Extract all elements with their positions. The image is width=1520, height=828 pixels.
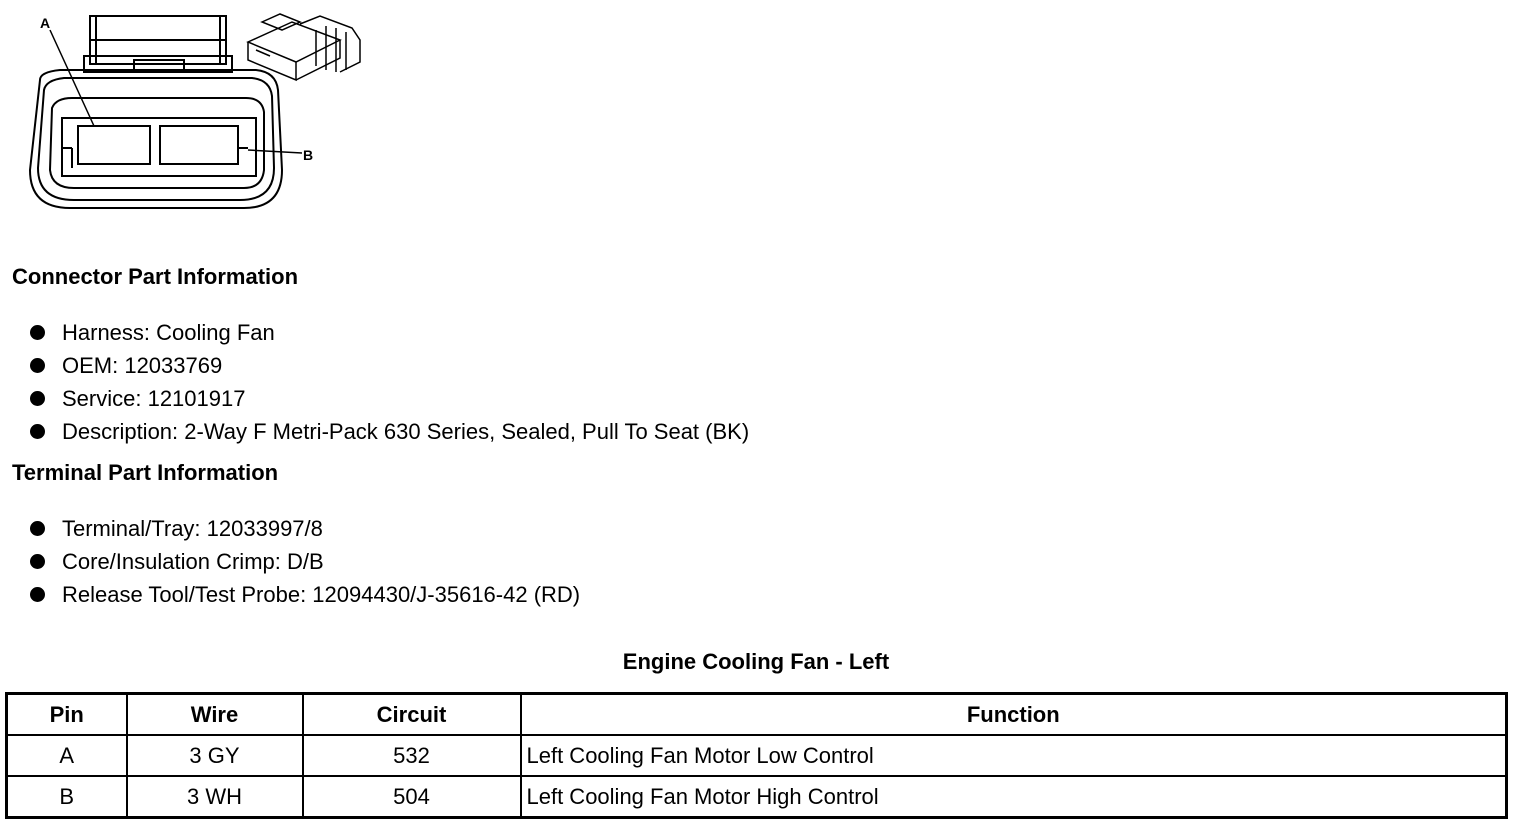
terminal-part-info-heading: Terminal Part Information bbox=[12, 460, 279, 485]
cell-pin: B bbox=[7, 776, 127, 818]
table-row bbox=[7, 776, 1507, 818]
cell-wire: 3 WH bbox=[127, 776, 303, 818]
bullet-icon bbox=[30, 587, 45, 602]
list-item: Service: 12101917 bbox=[28, 382, 749, 415]
bullet-icon bbox=[30, 391, 45, 406]
column-header-function: Function bbox=[521, 694, 1507, 736]
list-item: Release Tool/Test Probe: 12094430/J-35616-42 (RD) bbox=[28, 578, 580, 611]
cell-circuit: 504 bbox=[303, 776, 521, 818]
table-row bbox=[7, 735, 1507, 776]
bullet-icon bbox=[30, 554, 45, 569]
pinout-table bbox=[5, 692, 1508, 819]
bullet-icon bbox=[30, 325, 45, 340]
connector-diagram bbox=[0, 0, 380, 220]
column-header-wire: Wire bbox=[127, 694, 303, 736]
bullet-icon bbox=[30, 521, 45, 536]
list-item: Description: 2-Way F Metri-Pack 630 Series, Sealed, Pull To Seat (BK) bbox=[28, 415, 749, 448]
pin-b-label: B bbox=[303, 147, 314, 163]
column-header-circuit: Circuit bbox=[303, 694, 521, 736]
connector-part-info-heading: Connector Part Information bbox=[12, 264, 299, 289]
connector-part-info-list bbox=[28, 316, 749, 448]
connector-isometric-icon bbox=[248, 14, 360, 80]
cell-wire: 3 GY bbox=[127, 735, 303, 776]
terminal-part-info-list bbox=[28, 512, 580, 611]
table-title: Engine Cooling Fan - Left bbox=[622, 649, 890, 674]
list-item: Harness: Cooling Fan bbox=[28, 316, 749, 349]
list-item: OEM: 12033769 bbox=[28, 349, 749, 382]
list-item: Core/Insulation Crimp: D/B bbox=[28, 545, 580, 578]
column-header-pin: Pin bbox=[7, 694, 127, 736]
cell-circuit: 532 bbox=[303, 735, 521, 776]
bullet-icon bbox=[30, 424, 45, 439]
cell-function: Left Cooling Fan Motor Low Control bbox=[521, 735, 1507, 776]
pin-a-label: A bbox=[40, 15, 51, 31]
list-item: Terminal/Tray: 12033997/8 bbox=[28, 512, 580, 545]
cell-pin: A bbox=[7, 735, 127, 776]
table-header-row bbox=[7, 694, 1507, 736]
bullet-icon bbox=[30, 358, 45, 373]
cell-function: Left Cooling Fan Motor High Control bbox=[521, 776, 1507, 818]
